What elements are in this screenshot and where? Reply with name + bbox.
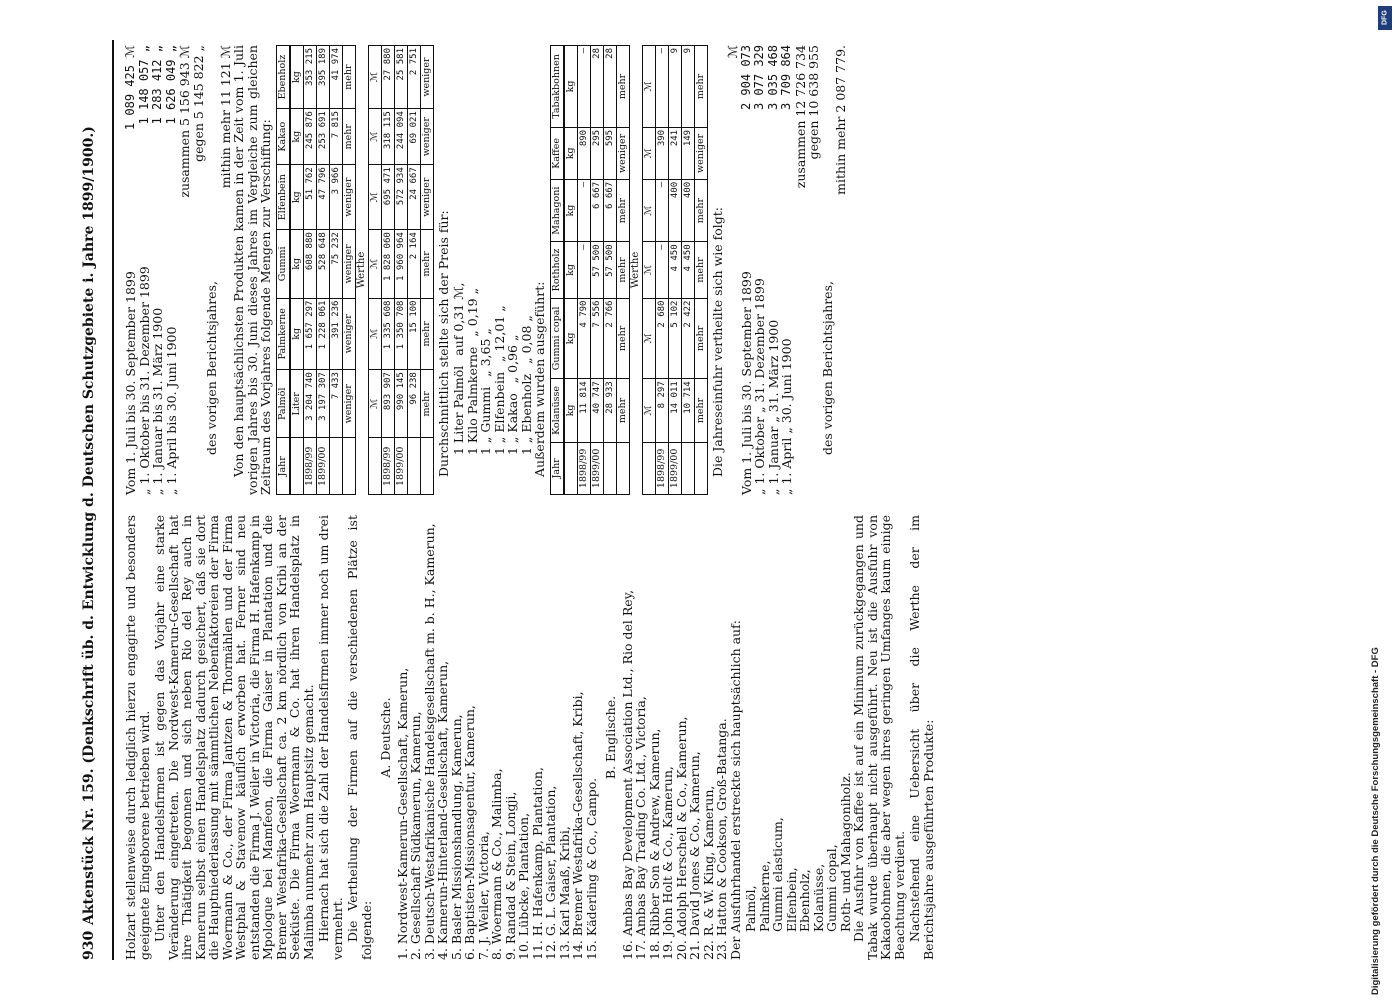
column-header: Ebenholz — [276, 46, 290, 109]
table-cell: 1 335 608 — [381, 298, 394, 370]
table-cell: 51 762 — [303, 165, 316, 230]
list-item: 17. Ambas Bay Trading Co. Ltd., Victoria, — [633, 696, 648, 960]
table-cell: mehr — [420, 230, 433, 298]
table-cell: 11 814 — [577, 379, 590, 442]
table-cell: 149 — [681, 127, 694, 179]
table-cell: 6 667 — [603, 179, 616, 242]
table-cell: 4 450 — [681, 242, 694, 298]
section-heading: B. Englische. — [603, 695, 618, 780]
quantities-table — [276, 45, 434, 495]
unit-cell — [564, 442, 578, 494]
table-cell: 4 450 — [668, 242, 681, 298]
quarter-value: 3 077 329 — [752, 45, 766, 111]
unit-cell: ℳ — [642, 179, 655, 242]
diff-row — [834, 45, 848, 495]
list-item: Elfenbein, — [783, 867, 799, 932]
diff-value: 2 087 779. — [833, 45, 848, 113]
unit-cell: kg — [564, 379, 578, 442]
unit-cell: kg — [290, 46, 304, 109]
table-cell: 528 648 — [316, 230, 329, 298]
table-cell: 608 880 — [303, 230, 316, 298]
list-item: 23. Hatton & Cookson, Groß-Batanga. — [714, 718, 729, 960]
diff-value: 11 121 ℳ — [217, 45, 233, 107]
table-cell: 2 164 — [407, 230, 420, 298]
diff-row — [603, 46, 616, 495]
diff-label: mithin mehr — [217, 110, 233, 189]
table-header-row — [550, 46, 564, 495]
paragraph: Nachstehend eine Uebersicht über die Werthe der im Berichtsjahre ausgeführten Produkte: — [907, 515, 936, 960]
list-item: 16. Ambas Bay Development Association Ltd., Rio del Rey, — [619, 589, 635, 960]
table-row — [394, 46, 407, 495]
paragraph: Die Ausfuhr von Kaffee ist auf ein Minimum zurückgegangen und Tabak wurde überhaupt nicht ausgeführt. Neu ist die Ausfuhr von Kakaobohnen, die aber wegen ihres geringen Umfanges kaum einige Beachtung verdient. — [851, 515, 907, 960]
table-cell: 9 — [681, 46, 694, 128]
table-row — [316, 46, 329, 495]
values-subheading: Werthe — [355, 251, 367, 289]
table-cell: mehr — [694, 298, 707, 379]
paragraph: Unter den Handelsfirmen ist gegen das Vorjahr eine starke Veränderung eingetreten. Die Nordwest-Kamerun-Gesellschaft hat ihre Thätigkeit begonnen und sich neben Rio del Rey auch in Kamerun selbst einen Handelsplatz dadurch gesichert, daß sie dort die Hauptniederlassung mit sämmtlichen Nebenfaktoreien der Firma Woermann & Co., der Firma Jantzen & Thormählen und der Firma Westphal & Stavenow käuflich erworben hat. Ferner sind neu entstanden die Firma J. Weiler in Victoria, die Firma H. Hafenkamp in Mpologue bei Mamfeon, die Firma Gaiser in Plantation und die Bremer Westafrika-Gesellschaft ca. 2 km nördlich von Kribi an der Seeküste. Die Firma Woermann & Co. hat ihren Handelsplatz in Malimba nunmehr zum Hauptsitz gemacht. — [152, 515, 316, 960]
running-header: Aktenstück Nr. 159. (Denkschrift üb. d. Entwicklung d. Deutschen Schutzgebiete i. Jahre 1899/1900.) — [81, 126, 97, 925]
table-cell: 57 500 — [590, 242, 603, 298]
unit-cell: kg — [564, 46, 578, 128]
table-cell: 990 145 — [394, 370, 407, 438]
unit-row — [368, 46, 381, 495]
table-cell: mehr — [342, 109, 355, 165]
price-value: „ 12,01 „ — [491, 305, 507, 362]
price-item: 1 „ Ebenholz — [518, 373, 534, 455]
paragraph: Der Ausfuhrhandel erstreckte sich hauptsächlich auf: — [727, 620, 743, 960]
quarter-label: „ 1. April „ 30. Juni 1900 — [779, 338, 794, 495]
quarter-row — [740, 45, 754, 495]
table-row — [303, 46, 316, 495]
sum-label: zusammen — [177, 129, 192, 198]
table-cell: 2 751 — [407, 46, 420, 109]
table-cell: 893 907 — [381, 370, 394, 438]
table-cell: 28 933 — [603, 379, 616, 442]
unit-row — [642, 46, 655, 495]
unit-row — [290, 46, 304, 495]
list-item: 18. Ribber Son & Andrew, Kamerun, — [646, 728, 662, 960]
list-item: Ebenholz, — [797, 869, 812, 932]
quarter-value: 1 148 057 „ — [136, 45, 151, 125]
quarter-label: „ 1. Oktober „ 31. Dezember 1899 — [752, 278, 767, 495]
unit-cell: ℳ — [642, 242, 655, 298]
list-item: 9. Randad & Stein, Longji, — [502, 791, 518, 960]
column-header: Jahr — [276, 438, 290, 495]
list-item: Gummi elasticum, — [770, 817, 785, 932]
table-cell: 7 556 — [590, 298, 603, 379]
table-cell: 2 422 — [681, 298, 694, 379]
table-cell: — — [655, 179, 668, 242]
table-cell: 57 500 — [603, 242, 616, 298]
table-cell: 390 — [655, 127, 668, 179]
table-cell: 14 011 — [668, 379, 681, 442]
price-row — [506, 45, 520, 495]
table-cell: 28 — [603, 46, 616, 128]
diff-word-row — [694, 46, 707, 495]
price-item: 1 „ Elfenbein — [491, 371, 507, 455]
table-cell: 2 680 — [655, 298, 668, 379]
list-item: 14. Bremer Westafrika-Gesellschaft, Kribi, — [570, 691, 585, 960]
table-cell: 400 — [668, 179, 681, 242]
quarter-row — [151, 45, 165, 495]
list-item: Kolanüsse, — [810, 863, 826, 932]
table-cell — [681, 442, 694, 494]
price-list — [452, 45, 533, 495]
section-heading: A. Deutsche. — [378, 697, 393, 778]
table-row — [668, 46, 681, 495]
page-number: 930 — [81, 930, 97, 960]
left-column — [124, 515, 937, 960]
table-cell: mehr — [616, 379, 629, 442]
sum-row — [794, 45, 808, 495]
digitization-credit: Digitalisierung gefördert durch die Deutsche Forschungsgemeinschaft - DFG — [1370, 647, 1381, 995]
table-cell: 5 102 — [668, 298, 681, 379]
table-cell: 41 974 — [329, 46, 342, 109]
diff-row — [329, 46, 342, 495]
column-header: Rothholz — [550, 242, 564, 298]
list-item: 19. John Holt & Co., Kamerun, — [660, 766, 675, 960]
list-item: 11. H. Hafenkamp, Plantation, — [529, 767, 545, 960]
table-cell: mehr — [616, 298, 629, 379]
table-cell — [420, 438, 433, 495]
prev-row — [807, 45, 821, 495]
list-item: Palmkerne, — [756, 860, 772, 932]
table-header-row — [276, 46, 290, 495]
quarter-row — [165, 45, 179, 495]
diff-row — [407, 46, 420, 495]
quarter-label: „ 1. Januar „ 31. März 1900 — [765, 319, 781, 495]
table-cell: mehr — [420, 370, 433, 438]
price-row — [452, 45, 466, 495]
prev-value: 5 145 822 „ — [190, 45, 206, 120]
table-cell: 1 350 708 — [394, 298, 407, 370]
quarter-value: 1 283 412 „ — [150, 45, 164, 125]
table-cell: 1 828 060 — [381, 230, 394, 298]
table-cell: — — [655, 242, 668, 298]
dfg-logo: DFG — [1378, 6, 1392, 30]
german-firm-list — [396, 515, 599, 960]
price-value: „ 0,19 „ — [464, 287, 480, 337]
english-firm-list — [621, 515, 729, 960]
sum-value: 12 726 734 — [792, 45, 808, 117]
table-row — [577, 46, 590, 495]
diff-word-row — [616, 46, 629, 495]
table-cell: mehr — [616, 46, 629, 128]
list-item: 22. R. & W. King, Kamerun, — [700, 785, 716, 960]
quarter-label: Vom 1. Juli bis 30. September 1899 — [738, 271, 754, 495]
column-header: Gummi copal — [550, 298, 564, 379]
table-cell: 69 021 — [407, 109, 420, 165]
currency-mark: ℳ — [725, 45, 740, 59]
table-cell: 28 — [590, 46, 603, 128]
sum-label: zusammen — [792, 120, 808, 189]
table-cell: 96 238 — [407, 370, 420, 438]
table-cell: 391 236 — [329, 298, 342, 370]
price-value: auf 0,31 ℳ, — [451, 282, 466, 356]
quarter-value: 3 035 468 — [765, 45, 780, 111]
table-cell: 1 228 061 — [316, 298, 329, 370]
quarter-value: 2 904 073 — [738, 45, 753, 111]
list-item: 1. Nordwest-Kamerun-Gesellschaft, Kamerun, — [394, 667, 410, 960]
paragraph: Die Vertheilung der Firmen auf die verschiedenen Plätze ist folgende: — [345, 515, 374, 960]
column-header: Kaffee — [550, 127, 564, 179]
table-cell — [616, 442, 629, 494]
sum-value: 5 156 943 ℳ — [177, 45, 192, 126]
price-value: „ 0,08 „ — [518, 315, 534, 364]
quarter-row — [753, 45, 767, 495]
unit-cell: ℳ — [642, 379, 655, 442]
unit-cell: kg — [564, 127, 578, 179]
table-cell: 353 215 — [303, 46, 316, 109]
table-cell — [603, 442, 616, 494]
table-cell: 1899/00 — [668, 442, 681, 494]
table-cell: — — [655, 46, 668, 128]
list-item: 7. J. Weiler, Victoria, — [475, 831, 491, 960]
column-header: Palmkerne — [276, 298, 290, 370]
prev-row — [192, 45, 206, 495]
header-rule — [112, 40, 114, 960]
unit-cell — [642, 442, 655, 494]
table-cell: 241 — [668, 127, 681, 179]
quarter-label: „ 1. Januar bis 31. März 1900 — [150, 307, 165, 495]
prev-label: gegen — [190, 123, 206, 162]
table-cell: — — [577, 179, 590, 242]
table-cell: 47 796 — [316, 165, 329, 230]
unit-cell: ℳ — [642, 46, 655, 128]
table-cell: 25 581 — [394, 46, 407, 109]
price-item: 1 Kilo Palmkerne — [464, 346, 480, 455]
table-cell: mehr — [694, 46, 707, 128]
price-item: 1 „ Gummi — [478, 386, 493, 455]
prev-text: des vorigen Berichtsjahres, — [204, 281, 219, 455]
table-cell: 1 657 297 — [303, 298, 316, 370]
column-header: Kolanüsse — [550, 379, 564, 442]
diff-label: mithin mehr — [833, 116, 848, 195]
table-cell: 395 189 — [316, 46, 329, 109]
unit-cell: kg — [564, 298, 578, 379]
table-cell: 9 — [668, 46, 681, 128]
table-cell: 245 876 — [303, 109, 316, 165]
list-item: 13. Karl Maaß, Kribi, — [556, 826, 572, 960]
unit-cell — [368, 438, 381, 495]
diff-word-row — [420, 46, 433, 495]
table-cell: 4 790 — [577, 298, 590, 379]
table-cell — [329, 438, 342, 495]
paragraph: Durchschnittlich stellte sich der Preis für: — [435, 210, 451, 477]
unit-cell: kg — [564, 242, 578, 298]
table-cell: mehr — [694, 379, 707, 442]
quarter-row — [780, 45, 794, 495]
list-item: 4. Kamerun-Hinterland-Gesellschaft, Kamerun, — [435, 660, 450, 960]
list-item: 3. Deutsch-Westafrikanische Handelsgesellschaft m. b. H., Kamerun, — [421, 523, 437, 960]
unit-cell: ℳ — [642, 298, 655, 379]
paragraph: Holzart stellenweise durch lediglich hierzu engagirte und besonders geeignete Eingeborene betrieben wird. — [123, 515, 152, 960]
table-cell: 1 960 964 — [394, 230, 407, 298]
table-cell: — — [577, 46, 590, 128]
table-cell: 695 471 — [381, 165, 394, 230]
list-item: 5. Basler Missionshandlung, Kamerun, — [448, 714, 464, 960]
table-cell: mehr — [694, 242, 707, 298]
unit-cell: kg — [290, 298, 304, 370]
table-cell: 1898/99 — [381, 438, 394, 495]
table-cell: weniger — [342, 165, 355, 230]
table-cell — [342, 438, 355, 495]
list-item: 15. Käderling & Co., Campo. — [583, 777, 599, 960]
column-header: Jahr — [550, 442, 564, 494]
prev-text: des vorigen Berichtsjahres, — [819, 281, 835, 455]
prev-label: gegen — [806, 120, 821, 160]
price-row — [466, 45, 480, 495]
table-cell: mehr — [616, 242, 629, 298]
list-item: 6. Baptisten-Missionsagentur, Kamerun, — [462, 705, 477, 960]
column-header: Mahagoni — [550, 179, 564, 242]
unit-cell — [290, 438, 304, 495]
table-row — [590, 46, 603, 495]
paragraph: Außerdem wurden ausgeführt: — [532, 281, 547, 477]
quarter-label: „ 1. Oktober bis 31. Dezember 1899 — [136, 266, 152, 495]
unit-cell: ℳ — [368, 230, 381, 298]
table-cell: 253 691 — [316, 109, 329, 165]
list-item: 21. David Jones & Co., Kamerun, — [687, 751, 702, 960]
list-item: 12. G. L. Gaiser, Plantation, — [543, 785, 558, 960]
table-cell: 1899/00 — [316, 438, 329, 495]
list-item: 10. Lübcke, Plantation, — [516, 812, 531, 960]
quarter-row — [767, 45, 781, 495]
unit-cell: kg — [290, 230, 304, 298]
quarter-label: Vom 1. Juli bis 30. September 1899 — [123, 271, 138, 495]
list-item: 8. Woermann & Co., Malimba, — [489, 768, 504, 960]
table-cell: weniger — [694, 127, 707, 179]
unit-cell: kg — [564, 179, 578, 242]
table-cell: weniger — [616, 127, 629, 179]
unit-cell: ℳ — [368, 370, 381, 438]
table-cell: weniger — [342, 230, 355, 298]
table-cell: 10 714 — [681, 379, 694, 442]
table-cell: 1898/99 — [655, 442, 668, 494]
table-cell: 1899/00 — [394, 438, 407, 495]
unit-cell: ℳ — [368, 109, 381, 165]
table-cell: 24 667 — [407, 165, 420, 230]
table-cell: — — [577, 242, 590, 298]
price-item: 1 Liter Palmöl — [451, 365, 466, 455]
table-cell: 40 747 — [590, 379, 603, 442]
paragraph: Die Jahreseinfuhr vertheilte sich wie folgt: — [709, 206, 725, 477]
prev-value: 10 638 955 — [806, 45, 821, 117]
table-cell: 3 197 307 — [316, 370, 329, 438]
quarter-row — [124, 45, 138, 495]
price-row — [479, 45, 493, 495]
table-cell: 318 115 — [381, 109, 394, 165]
list-item: Gummi copal, — [824, 844, 839, 932]
quarter-value: 1 626 049 „ — [163, 45, 178, 125]
column-header: Elfenbein — [276, 165, 290, 230]
table-cell: mehr — [616, 179, 629, 242]
price-item: 1 „ Kakao — [505, 393, 520, 455]
export-list — [744, 515, 852, 960]
diff-row — [219, 45, 233, 495]
unit-cell: kg — [290, 109, 304, 165]
list-item: Roth- und Mahagoniholz. — [837, 772, 853, 932]
table-cell: 1899/00 — [590, 442, 603, 494]
sum-row — [178, 45, 192, 495]
table-cell: 3 204 740 — [303, 370, 316, 438]
table-cell: weniger — [420, 46, 433, 109]
column-header: Gummi — [276, 230, 290, 298]
unit-cell: ℳ — [368, 298, 381, 370]
table-cell: 15 100 — [407, 298, 420, 370]
quarter-label: „ 1. April bis 30. Juni 1900 — [163, 326, 179, 495]
table-cell: 6 667 — [590, 179, 603, 242]
diff-row — [681, 46, 694, 495]
paragraph: Hiernach hat sich die Zahl der Handelsfirmen immer noch um drei vermehrt. — [316, 515, 345, 960]
table-row — [381, 46, 394, 495]
table-cell: 3 966 — [329, 165, 342, 230]
price-row — [493, 45, 507, 495]
list-item: 2. Gesellschaft Südkamerun, Kamerun, — [408, 711, 423, 960]
table-cell: 27 880 — [381, 46, 394, 109]
other-exports-table — [550, 45, 708, 495]
quarter-value: 3 709 864 — [779, 45, 793, 111]
unit-cell: kg — [290, 165, 304, 230]
quarter-row — [138, 45, 152, 495]
price-value: „ 0,96 „ — [505, 334, 520, 384]
table-cell — [407, 438, 420, 495]
table-cell: weniger — [420, 165, 433, 230]
unit-cell: ℳ — [368, 46, 381, 109]
right-column — [124, 45, 848, 495]
diff-word-row — [342, 46, 355, 495]
values-subheading: Werthe — [629, 251, 641, 289]
table-cell: 8 297 — [655, 379, 668, 442]
table-cell: 400 — [681, 179, 694, 242]
table-cell: 2 766 — [603, 298, 616, 379]
price-value: „ 3,65 „ — [478, 328, 493, 377]
table-cell: 1898/99 — [577, 442, 590, 494]
unit-cell: Liter — [290, 370, 304, 438]
table-cell: 295 — [590, 127, 603, 179]
column-header: Kakao — [276, 109, 290, 165]
table-cell: mehr — [694, 179, 707, 242]
table-cell: 7 815 — [329, 109, 342, 165]
paragraph: Von den hauptsächlichsten Produkten kamen in der Zeit vom 1. Juli vorigen Jahres bis 30. Juni dieses Jahres im Vergleiche zum gleichen Zeitraum des Vorjahres folgende Mengen zur Verschiffung: — [231, 45, 273, 495]
column-header: Tabakbohnen — [550, 46, 564, 128]
table-cell: 595 — [603, 127, 616, 179]
column-header: Palmöl — [276, 370, 290, 438]
table-cell: weniger — [420, 109, 433, 165]
unit-cell: ℳ — [642, 127, 655, 179]
table-cell: mehr — [342, 46, 355, 109]
table-cell: mehr — [420, 298, 433, 370]
table-cell: 572 934 — [394, 165, 407, 230]
unit-row — [564, 46, 578, 495]
list-item: 20. Adolph Herschell & Co., Kamerun, — [673, 716, 689, 960]
table-cell: 244 094 — [394, 109, 407, 165]
table-cell: weniger — [342, 370, 355, 438]
table-cell: 75 232 — [329, 230, 342, 298]
table-row — [655, 46, 668, 495]
table-cell: weniger — [342, 298, 355, 370]
table-cell: 1898/99 — [303, 438, 316, 495]
table-cell: 890 — [577, 127, 590, 179]
table-cell — [694, 442, 707, 494]
list-item: Palmöl, — [743, 885, 758, 932]
price-row — [520, 45, 534, 495]
quarter-value: 1 089 425 ℳ — [123, 45, 137, 131]
table-cell: 7 433 — [329, 370, 342, 438]
unit-cell: ℳ — [368, 165, 381, 230]
